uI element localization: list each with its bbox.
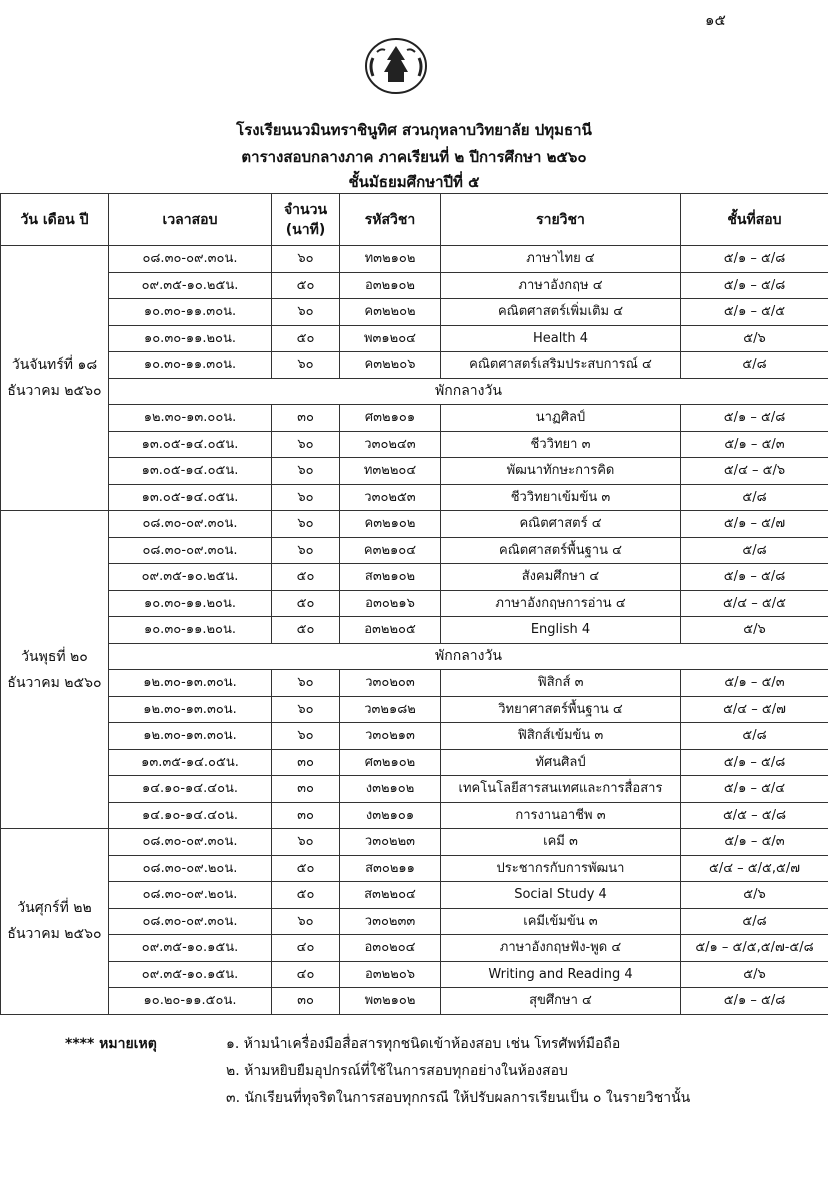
exam-classes: ๕/๑ – ๕/๓ <box>681 431 828 458</box>
exam-time: ๐๘.๓๐-๐๙.๒๐น. <box>109 855 272 882</box>
subject-code: ค๓๒๒๐๖ <box>340 352 441 379</box>
subject-code: ว๓๐๒๐๓ <box>340 670 441 697</box>
exam-time: ๑๒.๓๐-๑๓.๓๐น. <box>109 670 272 697</box>
exam-time: ๑๔.๑๐-๑๔.๔๐น. <box>109 802 272 829</box>
exam-minutes: ๓๐ <box>272 776 340 803</box>
exam-minutes: ๖๐ <box>272 829 340 856</box>
exam-time: ๐๙.๓๕-๑๐.๒๕น. <box>109 272 272 299</box>
table-row <box>1 961 828 988</box>
exam-minutes: ๕๐ <box>272 325 340 352</box>
exam-minutes: ๕๐ <box>272 617 340 644</box>
exam-classes: ๕/๖ <box>681 961 828 988</box>
subject-name: เทคโนโลยีสารสนเทศและการสื่อสาร <box>441 776 681 803</box>
subject-name: ชีววิทยา ๓ <box>441 431 681 458</box>
table-row <box>1 537 828 564</box>
exam-minutes: ๓๐ <box>272 405 340 432</box>
header-class: ชั้นที่สอบ <box>681 194 828 246</box>
subject-code: ว๓๒๑๘๒ <box>340 696 441 723</box>
table-row <box>1 511 828 538</box>
lunch-break-row <box>1 643 828 670</box>
table-row <box>1 855 828 882</box>
note-item: ๓. นักเรียนที่ทุจริตในการสอบทุกกรณี ให้ปรับผลการเรียนเป็น ๐ ในรายวิชานั้น <box>226 1090 691 1106</box>
table-row <box>1 935 828 962</box>
subject-code: อ๓๐๒๐๔ <box>340 935 441 962</box>
exam-time: ๑๐.๓๐-๑๑.๒๐น. <box>109 617 272 644</box>
exam-classes: ๕/๘ <box>681 352 828 379</box>
exam-classes: ๕/๖ <box>681 882 828 909</box>
exam-classes: ๕/๑ – ๕/๕ <box>681 299 828 326</box>
exam-classes: ๕/๑ – ๕/๔ <box>681 776 828 803</box>
subject-code: ค๓๒๒๐๒ <box>340 299 441 326</box>
table-row <box>1 431 828 458</box>
subject-code: ค๓๒๑๐๒ <box>340 511 441 538</box>
table-row <box>1 272 828 299</box>
table-row <box>1 802 828 829</box>
table-row <box>1 564 828 591</box>
exam-time: ๐๙.๓๕-๑๐.๒๕น. <box>109 564 272 591</box>
subject-name: English 4 <box>441 617 681 644</box>
subject-code: ค๓๒๑๐๔ <box>340 537 441 564</box>
exam-classes: ๕/๑ – ๕/๓ <box>681 829 828 856</box>
subject-code: ว๓๐๒๕๓ <box>340 484 441 511</box>
grade-level: ชั้นมัธยมศึกษาปีที่ ๕ <box>348 173 480 191</box>
exam-minutes: ๖๐ <box>272 246 340 273</box>
table-row <box>1 670 828 697</box>
header-date: วัน เดือน ปี <box>1 194 109 246</box>
exam-classes: ๕/๘ <box>681 484 828 511</box>
exam-classes: ๕/๑ – ๕/๘ <box>681 749 828 776</box>
exam-minutes: ๖๐ <box>272 352 340 379</box>
subject-code: อ๓๒๑๐๒ <box>340 272 441 299</box>
subject-code: ท๓๒๑๐๒ <box>340 246 441 273</box>
exam-minutes: ๖๐ <box>272 696 340 723</box>
exam-time: ๐๘.๓๐-๐๙.๒๐น. <box>109 882 272 909</box>
exam-minutes: ๖๐ <box>272 431 340 458</box>
exam-classes: ๕/๑ – ๕/๘ <box>681 405 828 432</box>
lunch-break-label: พักกลางวัน <box>109 378 828 405</box>
subject-code: ว๓๐๒๒๓ <box>340 829 441 856</box>
subject-name: ภาษาไทย ๔ <box>441 246 681 273</box>
exam-time: ๐๘.๓๐-๐๙.๓๐น. <box>109 829 272 856</box>
exam-minutes: ๖๐ <box>272 458 340 485</box>
lunch-break-label: พักกลางวัน <box>109 643 828 670</box>
exam-time: ๑๐.๒๐-๑๑.๕๐น. <box>109 988 272 1015</box>
exam-minutes: ๖๐ <box>272 908 340 935</box>
exam-time: ๐๘.๓๐-๐๙.๓๐น. <box>109 908 272 935</box>
exam-classes: ๕/๔ – ๕/๕,๕/๗ <box>681 855 828 882</box>
exam-classes: ๕/๑ – ๕/๗ <box>681 511 828 538</box>
subject-name: นาฏศิลป์ <box>441 405 681 432</box>
subject-name: คณิตศาสตร์เพิ่มเติม ๔ <box>441 299 681 326</box>
exam-day: วันพุธที่ ๒๐ ธันวาคม ๒๕๖๐ <box>1 511 109 829</box>
exam-minutes: ๕๐ <box>272 882 340 909</box>
subject-name: เคมี ๓ <box>441 829 681 856</box>
subject-name: ทัศนศิลป์ <box>441 749 681 776</box>
exam-time: ๐๙.๓๕-๑๐.๑๕น. <box>109 961 272 988</box>
subject-name: ภาษาอังกฤษ ๔ <box>441 272 681 299</box>
subject-code: ส๓๒๒๐๔ <box>340 882 441 909</box>
exam-classes: ๕/๘ <box>681 908 828 935</box>
subject-code: ว๓๐๒๓๓ <box>340 908 441 935</box>
subject-name: เคมีเข้มข้น ๓ <box>441 908 681 935</box>
table-row <box>1 458 828 485</box>
table-row <box>1 829 828 856</box>
subject-code: ศ๓๒๑๐๑ <box>340 405 441 432</box>
exam-time: ๐๘.๓๐-๐๙.๓๐น. <box>109 537 272 564</box>
exam-time: ๑๒.๓๐-๑๓.๓๐น. <box>109 723 272 750</box>
exam-minutes: ๔๐ <box>272 961 340 988</box>
exam-minutes: ๖๐ <box>272 537 340 564</box>
exam-minutes: ๖๐ <box>272 670 340 697</box>
table-row <box>1 908 828 935</box>
table-row <box>1 882 828 909</box>
exam-minutes: ๕๐ <box>272 272 340 299</box>
subject-name: ฟิสิกส์เข้มข้น ๓ <box>441 723 681 750</box>
exam-time: ๑๓.๓๕-๑๔.๐๕น. <box>109 749 272 776</box>
subject-code: ส๓๐๒๑๑ <box>340 855 441 882</box>
exam-classes: ๕/๘ <box>681 537 828 564</box>
exam-classes: ๕/๑ – ๕/๕,๕/๗-๕/๘ <box>681 935 828 962</box>
subject-code: ว๓๐๒๔๓ <box>340 431 441 458</box>
exam-time: ๑๒.๓๐-๑๓.๐๐น. <box>109 405 272 432</box>
subject-name: Writing and Reading 4 <box>441 961 681 988</box>
exam-classes: ๕/๘ <box>681 723 828 750</box>
school-name: โรงเรียนนวมินทราชินูทิศ สวนกุหลาบวิทยาลัย ปทุมธานี <box>236 121 592 139</box>
exam-classes: ๕/๔ – ๕/๗ <box>681 696 828 723</box>
subject-code: พ๓๑๒๐๔ <box>340 325 441 352</box>
subject-code: ง๓๒๑๐๑ <box>340 802 441 829</box>
subject-name: สังคมศึกษา ๔ <box>441 564 681 591</box>
exam-time: ๑๓.๐๕-๑๔.๐๕น. <box>109 431 272 458</box>
exam-classes: ๕/๔ – ๕/๕ <box>681 590 828 617</box>
exam-minutes: ๕๐ <box>272 590 340 617</box>
exam-time: ๑๐.๓๐-๑๑.๓๐น. <box>109 352 272 379</box>
exam-schedule-table <box>0 193 828 1015</box>
exam-time: ๑๐.๓๐-๑๑.๓๐น. <box>109 299 272 326</box>
exam-minutes: ๓๐ <box>272 802 340 829</box>
subject-name: Health 4 <box>441 325 681 352</box>
table-row <box>1 325 828 352</box>
exam-minutes: ๖๐ <box>272 299 340 326</box>
note-item: ๑. ห้ามนำเครื่องมือสื่อสารทุกชนิดเข้าห้องสอบ เช่น โทรศัพท์มือถือ <box>226 1036 621 1052</box>
exam-time: ๑๐.๓๐-๑๑.๒๐น. <box>109 325 272 352</box>
subject-code: ศ๓๒๑๐๒ <box>340 749 441 776</box>
table-row <box>1 776 828 803</box>
subject-code: พ๓๒๑๐๒ <box>340 988 441 1015</box>
exam-day: วันศุกร์ที่ ๒๒ ธันวาคม ๒๕๖๐ <box>1 829 109 1015</box>
exam-day: วันจันทร์ที่ ๑๘ ธันวาคม ๒๕๖๐ <box>1 246 109 511</box>
header-time: เวลาสอบ <box>109 194 272 246</box>
exam-minutes: ๖๐ <box>272 723 340 750</box>
exam-minutes: ๓๐ <box>272 749 340 776</box>
table-row <box>1 988 828 1015</box>
subject-name: การงานอาชีพ ๓ <box>441 802 681 829</box>
exam-minutes: ๖๐ <box>272 511 340 538</box>
exam-time: ๐๘.๓๐-๐๙.๓๐น. <box>109 511 272 538</box>
exam-time: ๑๔.๑๐-๑๔.๔๐น. <box>109 776 272 803</box>
exam-time: ๑๐.๓๐-๑๑.๒๐น. <box>109 590 272 617</box>
table-row <box>1 696 828 723</box>
table-row <box>1 246 828 273</box>
header-minutes: จำนวน (นาที) <box>272 194 340 246</box>
exam-classes: ๕/๑ – ๕/๘ <box>681 272 828 299</box>
table-row <box>1 723 828 750</box>
exam-classes: ๕/๖ <box>681 617 828 644</box>
exam-classes: ๕/๑ – ๕/๘ <box>681 246 828 273</box>
subject-name: คณิตศาสตร์เสริมประสบการณ์ ๔ <box>441 352 681 379</box>
exam-classes: ๕/๔ – ๕/๖ <box>681 458 828 485</box>
exam-time: ๑๓.๐๕-๑๔.๐๕น. <box>109 484 272 511</box>
exam-classes: ๕/๑ – ๕/๘ <box>681 988 828 1015</box>
exam-minutes: ๕๐ <box>272 855 340 882</box>
exam-classes: ๕/๖ <box>681 325 828 352</box>
exam-minutes: ๓๐ <box>272 988 340 1015</box>
table-row <box>1 299 828 326</box>
table-header-row <box>1 194 828 246</box>
subject-name: ภาษาอังกฤษฟัง-พูด ๔ <box>441 935 681 962</box>
subject-code: อ๓๐๒๑๖ <box>340 590 441 617</box>
table-row <box>1 749 828 776</box>
subject-code: ว๓๐๒๑๓ <box>340 723 441 750</box>
lunch-break-row <box>1 378 828 405</box>
exam-minutes: ๕๐ <box>272 564 340 591</box>
subject-name: คณิตศาสตร์ ๔ <box>441 511 681 538</box>
table-row <box>1 484 828 511</box>
exam-classes: ๕/๑ – ๕/๘ <box>681 564 828 591</box>
subject-name: Social Study 4 <box>441 882 681 909</box>
subject-name: ประชากรกับการพัฒนา <box>441 855 681 882</box>
subject-name: ฟิสิกส์ ๓ <box>441 670 681 697</box>
subject-name: ภาษาอังกฤษการอ่าน ๔ <box>441 590 681 617</box>
notes-title: **** หมายเหตุ <box>65 1036 157 1052</box>
exam-minutes: ๔๐ <box>272 935 340 962</box>
page-number: ๑๕ <box>705 11 726 29</box>
exam-time: ๐๙.๓๕-๑๐.๑๕น. <box>109 935 272 962</box>
subject-code: อ๓๒๒๐๖ <box>340 961 441 988</box>
table-row <box>1 405 828 432</box>
subject-name: สุขศึกษา ๔ <box>441 988 681 1015</box>
school-emblem-icon <box>361 34 431 96</box>
table-row <box>1 617 828 644</box>
exam-time: ๐๘.๓๐-๐๙.๓๐น. <box>109 246 272 273</box>
exam-classes: ๕/๕ – ๕/๘ <box>681 802 828 829</box>
subject-name: ชีววิทยาเข้มข้น ๓ <box>441 484 681 511</box>
table-row <box>1 352 828 379</box>
exam-title: ตารางสอบกลางภาค ภาคเรียนที่ ๒ ปีการศึกษา ๒๕๖๐ <box>241 148 587 166</box>
exam-minutes: ๖๐ <box>272 484 340 511</box>
exam-time: ๑๓.๐๕-๑๔.๐๕น. <box>109 458 272 485</box>
exam-time: ๑๒.๓๐-๑๓.๓๐น. <box>109 696 272 723</box>
header-subject: รายวิชา <box>441 194 681 246</box>
subject-name: พัฒนาทักษะการคิด <box>441 458 681 485</box>
subject-code: ส๓๒๑๐๒ <box>340 564 441 591</box>
subject-code: ท๓๒๒๐๔ <box>340 458 441 485</box>
header-code: รหัสวิชา <box>340 194 441 246</box>
table-row <box>1 590 828 617</box>
subject-name: คณิตศาสตร์พื้นฐาน ๔ <box>441 537 681 564</box>
exam-classes: ๕/๑ – ๕/๓ <box>681 670 828 697</box>
subject-code: อ๓๒๒๐๕ <box>340 617 441 644</box>
note-item: ๒. ห้ามหยิบยืมอุปกรณ์ที่ใช้ในการสอบทุกอย่างในห้องสอบ <box>226 1063 568 1079</box>
subject-name: วิทยาศาสตร์พื้นฐาน ๔ <box>441 696 681 723</box>
subject-code: ง๓๒๑๐๒ <box>340 776 441 803</box>
